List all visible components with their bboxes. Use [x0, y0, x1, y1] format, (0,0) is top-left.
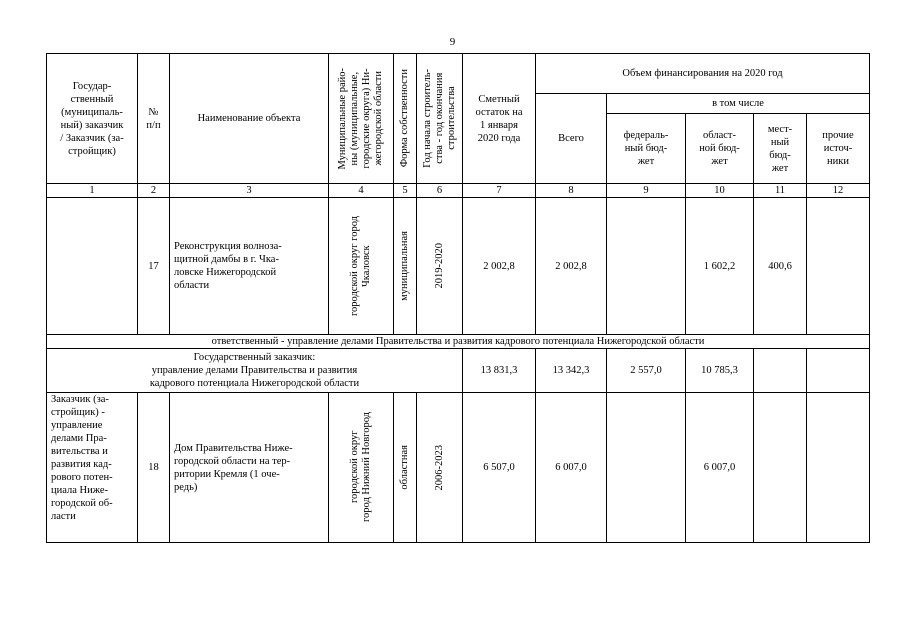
header-object-name: Наименование объекта — [170, 54, 329, 184]
row17-ownership: муниципальная — [394, 198, 417, 335]
row18-object-name: Дом Правительства Ниже- городской области на тер- ритории Кремля (1 оче- редь) — [170, 393, 329, 543]
row17-object-name: Реконструкция волноза- щитной дамбы в г. Чка- ловске Нижегородской области — [170, 198, 329, 335]
column-number: 11 — [754, 184, 807, 198]
row17-regional: 1 602,2 — [686, 198, 754, 335]
responsible-row: ответственный - управление делами Правительства и развития кадрового потенциала Нижегородской области — [47, 335, 870, 349]
row17-other — [807, 198, 870, 335]
row17-district: городской округ город Чкаловск — [329, 198, 394, 335]
row17-federal — [607, 198, 686, 335]
row17-balance: 2 002,8 — [463, 198, 536, 335]
column-numbers-row — [47, 184, 870, 198]
table-row — [47, 198, 870, 335]
state-customer-total: 13 342,3 — [536, 349, 607, 393]
column-number: 4 — [329, 184, 394, 198]
row18-regional: 6 007,0 — [686, 393, 754, 543]
header-regional: област- ной бюд- жет — [686, 114, 754, 184]
header-other: прочие источ- ники — [807, 114, 870, 184]
column-number: 8 — [536, 184, 607, 198]
column-number: 6 — [417, 184, 463, 198]
row17-number: 17 — [138, 198, 170, 335]
header-ownership: Форма собственности — [394, 54, 417, 184]
financing-table — [46, 53, 870, 543]
header-including: в том числе — [607, 94, 870, 114]
state-customer-regional: 10 785,3 — [686, 349, 754, 393]
page-number: 9 — [449, 36, 456, 48]
state-customer-row — [47, 349, 870, 393]
column-number: 3 — [170, 184, 329, 198]
state-customer-federal: 2 557,0 — [607, 349, 686, 393]
row17-total: 2 002,8 — [536, 198, 607, 335]
column-number: 12 — [807, 184, 870, 198]
header-financing: Объем финансирования на 2020 год — [536, 54, 870, 94]
state-customer-label: Государственный заказчик: управление делами Правительства и развития кадрового потенциала Нижегородской области — [47, 349, 463, 393]
row18-total: 6 007,0 — [536, 393, 607, 543]
column-number: 2 — [138, 184, 170, 198]
column-number: 1 — [47, 184, 138, 198]
header-customer: Государ- ственный (муниципаль- ный) заказчик / Заказчик (за- стройщик) — [47, 54, 138, 184]
table-row — [47, 393, 870, 543]
row17-local: 400,6 — [754, 198, 807, 335]
state-customer-other — [807, 349, 870, 393]
header-district: Муниципальные райо- ны (муниципальные, городские округа) Ни- жегородской области — [329, 54, 394, 184]
row18-ownership: областная — [394, 393, 417, 543]
row18-federal — [607, 393, 686, 543]
row17-customer — [47, 198, 138, 335]
header-number: № п/п — [138, 54, 170, 184]
state-customer-balance: 13 831,3 — [463, 349, 536, 393]
header-total: Всего — [536, 94, 607, 184]
row17-years: 2019-2020 — [417, 198, 463, 335]
row18-balance: 6 507,0 — [463, 393, 536, 543]
column-number: 10 — [686, 184, 754, 198]
column-number: 7 — [463, 184, 536, 198]
column-number: 5 — [394, 184, 417, 198]
header-local: мест- ный бюд- жет — [754, 114, 807, 184]
state-customer-local — [754, 349, 807, 393]
row18-customer: Заказчик (за- стройщик) - управление делами Пра- вительства и развития кад- рового потен- циала Ниже- городской об- ласти — [47, 393, 138, 543]
row18-years: 2006-2023 — [417, 393, 463, 543]
row18-other — [807, 393, 870, 543]
row18-local — [754, 393, 807, 543]
header-federal: федераль- ный бюд- жет — [607, 114, 686, 184]
header-balance: Сметный остаток на 1 января 2020 года — [463, 54, 536, 184]
column-number: 9 — [607, 184, 686, 198]
row18-number: 18 — [138, 393, 170, 543]
row18-district: городской округ город Нижний Новгород — [329, 393, 394, 543]
header-years: Год начала строитель- ства - год окончания строительства — [417, 54, 463, 184]
